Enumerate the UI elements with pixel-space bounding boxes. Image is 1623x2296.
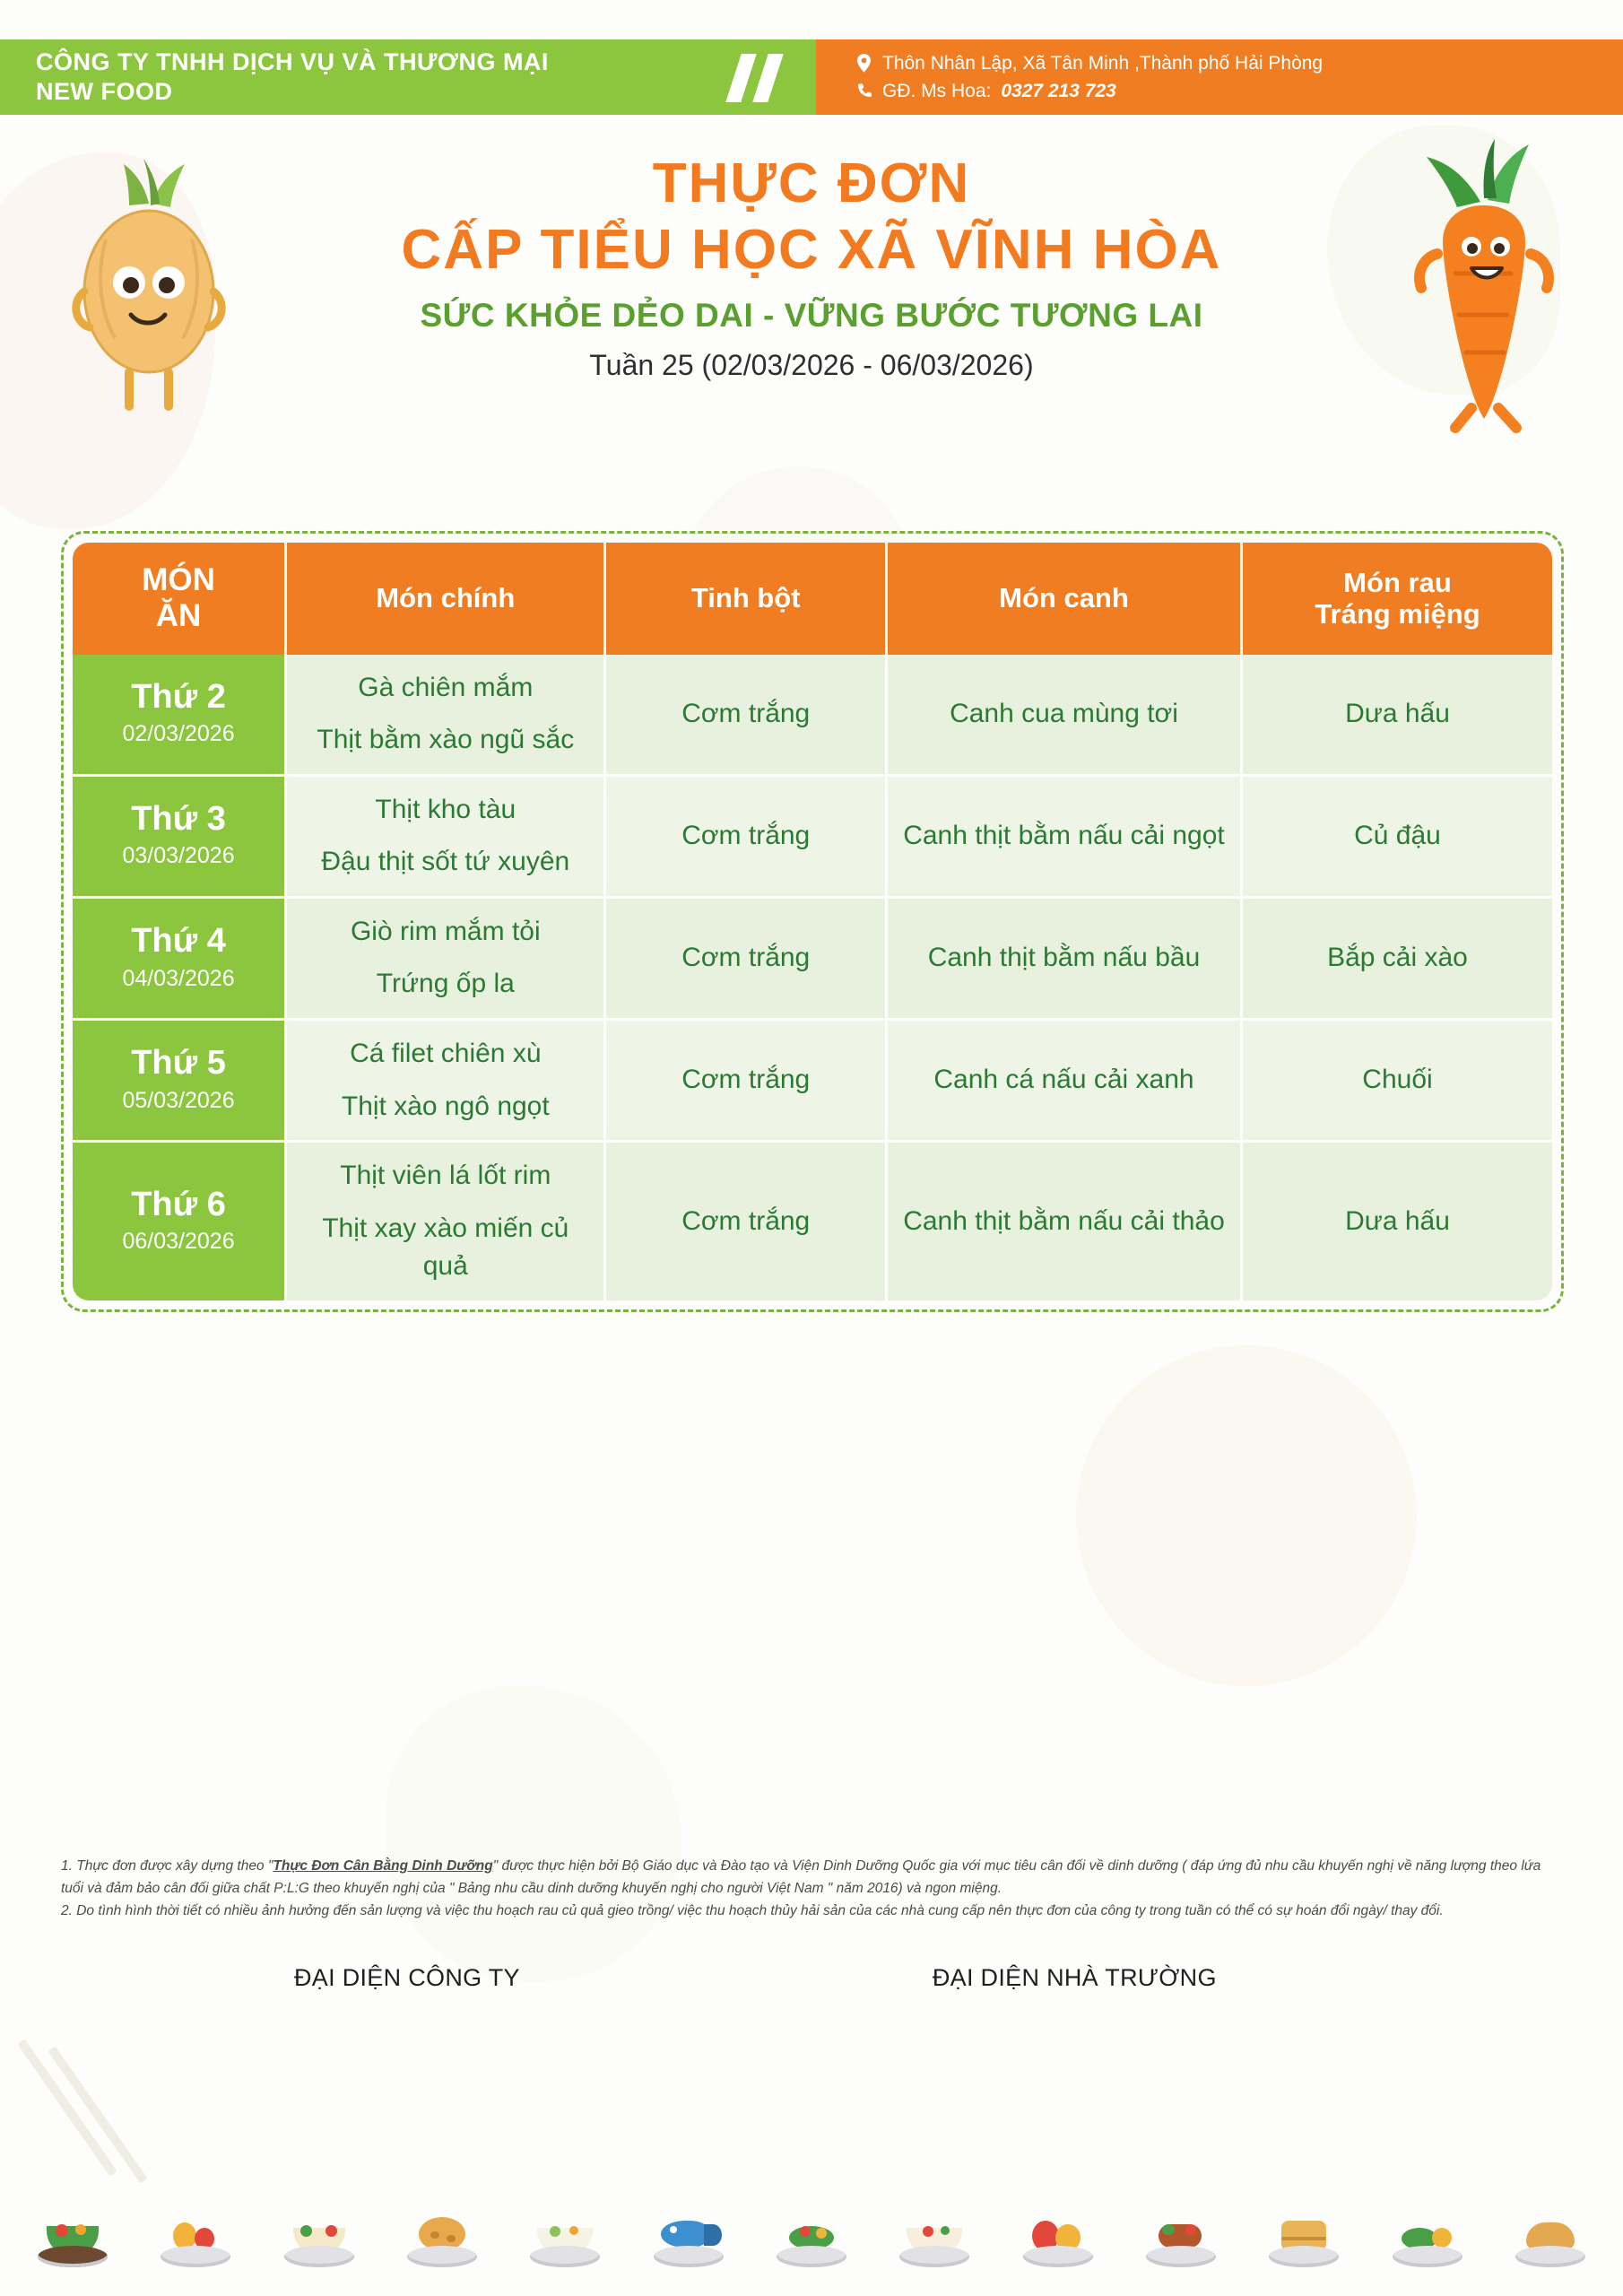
main-dish-cell: Gà chiên mắm Thịt bằm xào ngũ sắc <box>286 655 605 776</box>
note-1: 1. Thực đơn được xây dựng theo "Thực Đơn Cân Bằng Dinh Dưỡng" được thực hiện bởi Bộ Giáo dục và Đào tạo và Viện Dinh Dưỡng Quốc gia với mục tiêu cân đối về dinh dưỡng ( đáp ứng đủ nhu cầu khuyến nghị về năng lượng theo lứa tuổi và đảm bảo cân đối giữa chất P:L:G theo khuyến nghị của " Bảng nhu cầu dinh dưỡng khuyến nghị cho người Việt Nam " năm 2016) và ngon miệng. <box>61 1858 1541 1897</box>
background-blob <box>1076 1345 1417 1686</box>
chopstick-decoration <box>17 2039 117 2176</box>
note-2: 2. Do tình hình thời tiết có nhiều ảnh hưởng đến sản lượng và việc thu hoạch rau củ quả gieo trồng/ việc thu hoạch thủy hải sản của các nhà cung cấp nên thực đơn của công ty trong tuần có thể có sự hoán đổi ngày/ thay đổi. <box>61 1903 1444 1919</box>
column-header-starch: Tinh bột <box>605 543 887 655</box>
starch-cell: Cơm trắng <box>605 897 887 1019</box>
salad-bowl-icon <box>34 2196 111 2273</box>
soup-bowl-icon <box>526 2196 603 2273</box>
starch-cell: Cơm trắng <box>605 1020 887 1142</box>
starch-cell: Cơm trắng <box>605 655 887 776</box>
veg-dessert-cell: Dưa hấu <box>1241 1142 1552 1300</box>
table-row <box>73 897 1552 1019</box>
veg-dessert-cell: Chuối <box>1241 1020 1552 1142</box>
pancake-icon <box>404 2196 481 2273</box>
location-pin-icon <box>855 54 872 73</box>
fish-icon <box>650 2196 727 2273</box>
column-header-main-dish: Món chính <box>286 543 605 655</box>
starch-cell: Cơm trắng <box>605 775 887 897</box>
day-cell: Thứ 6 06/03/2026 <box>73 1142 286 1300</box>
address-text: Thôn Nhân Lập, Xã Tân Minh ,Thành phố Hải Phòng <box>882 52 1324 74</box>
fruit-plate-icon <box>157 2196 234 2273</box>
phone-number: 0327 213 723 <box>1001 81 1116 101</box>
menu-table-container <box>61 531 1564 1312</box>
background-blob <box>386 1686 681 1982</box>
signature-school: ĐẠI DIỆN NHÀ TRƯỜNG <box>932 1964 1217 1991</box>
grill-plate-icon <box>1142 2196 1219 2273</box>
soup-cell: Canh cua mùng tơi <box>886 655 1241 776</box>
column-header-day: MÓN ĂN <box>73 543 286 655</box>
column-header-soup: Món canh <box>886 543 1241 655</box>
day-cell: Thứ 2 02/03/2026 <box>73 655 286 776</box>
table-row <box>73 775 1552 897</box>
phone-row <box>855 77 1623 106</box>
column-header-veg-dessert: Món rau Tráng miệng <box>1241 543 1552 655</box>
signature-company: ĐẠI DIỆN CÔNG TY <box>294 1964 520 1991</box>
phone-label: GĐ. Ms Hoa: <box>882 81 992 101</box>
soup-cell: Canh cá nấu cải xanh <box>886 1020 1241 1142</box>
onion-mascot <box>52 157 245 430</box>
address-row <box>855 49 1623 78</box>
page-title-line2: CẤP TIỂU HỌC XÃ VĨNH HÒA <box>401 219 1222 282</box>
chopstick-decoration <box>48 2046 147 2183</box>
noodle-bowl-icon <box>281 2196 358 2273</box>
day-cell: Thứ 5 05/03/2026 <box>73 1020 286 1142</box>
day-cell: Thứ 4 04/03/2026 <box>73 897 286 1019</box>
bread-icon <box>1512 2196 1589 2273</box>
footer-notes <box>61 1855 1564 1922</box>
pepper-fruit-icon <box>1020 2196 1097 2273</box>
page-header <box>0 39 1623 115</box>
header-slash-decoration <box>708 39 816 115</box>
soup-cell: Canh thịt bằm nấu bầu <box>886 897 1241 1019</box>
company-name-line2: NEW FOOD <box>36 78 173 105</box>
contact-block <box>816 39 1623 115</box>
table-row <box>73 1142 1552 1300</box>
soup-plate-icon <box>896 2196 973 2273</box>
starch-cell: Cơm trắng <box>605 1142 887 1300</box>
main-dish-cell: Cá filet chiên xù Thịt xào ngô ngọt <box>286 1020 605 1142</box>
salad-plate-icon <box>773 2196 850 2273</box>
day-cell: Thứ 3 03/03/2026 <box>73 775 286 897</box>
main-dish-cell: Thịt kho tàu Đậu thịt sốt tứ xuyên <box>286 775 605 897</box>
table-row <box>73 655 1552 776</box>
veggie-plate-icon <box>1389 2196 1466 2273</box>
page-title-line1: THỰC ĐƠN <box>652 152 971 214</box>
phone-icon <box>855 83 872 99</box>
veg-dessert-cell: Bắp cải xào <box>1241 897 1552 1019</box>
company-name-block <box>0 39 708 115</box>
signature-row <box>61 1964 1564 1992</box>
company-name-line1: CÔNG TY TNHH DỊCH VỤ VÀ THƯƠNG MẠI <box>36 48 549 76</box>
slogan: SỨC KHỎE DẺO DAI - VỮNG BƯỚC TƯƠNG LAI <box>420 296 1203 334</box>
carrot-mascot <box>1394 139 1574 439</box>
week-range: Tuần 25 (02/03/2026 - 06/03/2026) <box>589 348 1034 381</box>
soup-cell: Canh thịt bằm nấu cải thảo <box>886 1142 1241 1300</box>
veg-dessert-cell: Dưa hấu <box>1241 655 1552 776</box>
menu-table <box>73 543 1552 1300</box>
table-row <box>73 1020 1552 1142</box>
table-header-row <box>73 543 1552 655</box>
veg-dessert-cell: Củ đậu <box>1241 775 1552 897</box>
main-dish-cell: Thịt viên lá lốt rim Thịt xay xào miến củ quả <box>286 1142 605 1300</box>
food-illustration-strip <box>0 2165 1623 2273</box>
waffle-icon <box>1265 2196 1342 2273</box>
soup-cell: Canh thịt bằm nấu cải ngọt <box>886 775 1241 897</box>
main-dish-cell: Giò rim mắm tỏi Trứng ốp la <box>286 897 605 1019</box>
